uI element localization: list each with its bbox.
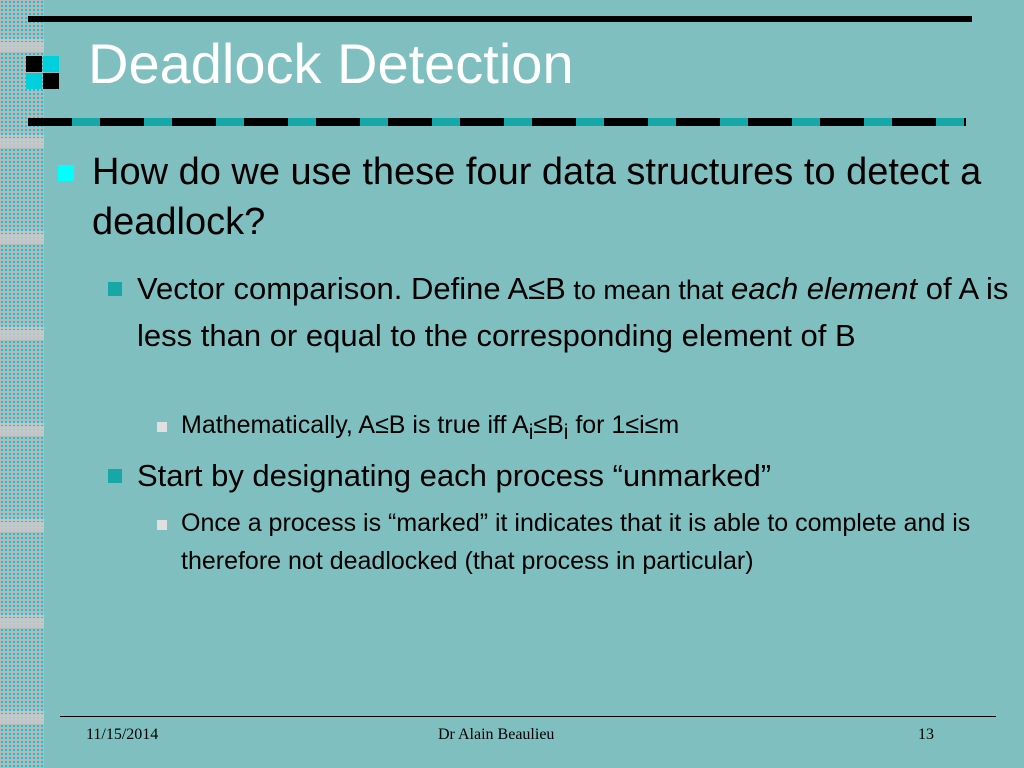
less-equal-symbol: ≤ bbox=[644, 411, 659, 439]
bullet-text: How do we use these four data structures to detect a deadlock? bbox=[92, 151, 982, 243]
less-equal-symbol: ≤ bbox=[528, 271, 546, 306]
footer-author: Dr Alain Beaulieu bbox=[438, 726, 555, 743]
bullet-text: Start by designating each process “unmarked” bbox=[137, 458, 772, 493]
bullet-text: Once a process is “marked” it indicates that it is able to complete and is therefore not deadlocked (that process in particular) bbox=[181, 509, 971, 575]
bullet-text: i bbox=[639, 411, 645, 439]
bullet-level2 bbox=[137, 453, 1015, 498]
title-divider bbox=[28, 118, 966, 126]
grey-square-bullet-icon bbox=[157, 422, 167, 432]
bullet-text: to mean that bbox=[565, 275, 731, 305]
logo-square bbox=[43, 56, 59, 72]
bullet-text: Vector comparison. Define A bbox=[137, 271, 529, 306]
slide-title: Deadlock Detection bbox=[88, 32, 574, 95]
subscript: i bbox=[563, 421, 569, 444]
decorative-side-strip bbox=[0, 0, 44, 768]
bullet-level3 bbox=[181, 406, 991, 452]
logo-square bbox=[26, 56, 42, 72]
bullet-level1 bbox=[92, 147, 1002, 247]
footer-rule bbox=[60, 716, 996, 717]
footer-page-number: 13 bbox=[918, 726, 934, 743]
teal-square-bullet-icon bbox=[108, 282, 122, 296]
bullet-text: Mathematically, A bbox=[181, 411, 376, 439]
logo-square bbox=[26, 73, 42, 89]
less-equal-symbol: ≤ bbox=[375, 411, 389, 439]
bullet-text: B bbox=[545, 271, 566, 306]
logo-square bbox=[43, 73, 59, 89]
less-equal-symbol: ≤ bbox=[625, 411, 640, 439]
subscript: i bbox=[528, 421, 534, 444]
bullet-level3 bbox=[181, 504, 991, 580]
bullet-text: of A is less than or equal to the corresponding element of B bbox=[137, 271, 1009, 353]
less-equal-symbol: ≤ bbox=[533, 411, 548, 439]
emphasis-text: each element bbox=[730, 271, 918, 306]
top-rule bbox=[28, 16, 972, 22]
bullet-text: B bbox=[547, 411, 564, 439]
bullet-level2 bbox=[137, 266, 1015, 358]
footer-date: 11/15/2014 bbox=[86, 726, 159, 743]
four-square-logo-icon bbox=[26, 56, 62, 92]
bullet-text: B is true iff A bbox=[388, 411, 529, 439]
grey-square-bullet-icon bbox=[157, 520, 167, 530]
cyan-square-bullet-icon bbox=[58, 165, 74, 181]
teal-square-bullet-icon bbox=[108, 469, 122, 483]
bullet-text: for 1 bbox=[568, 411, 626, 439]
bullet-text: m bbox=[658, 411, 680, 439]
